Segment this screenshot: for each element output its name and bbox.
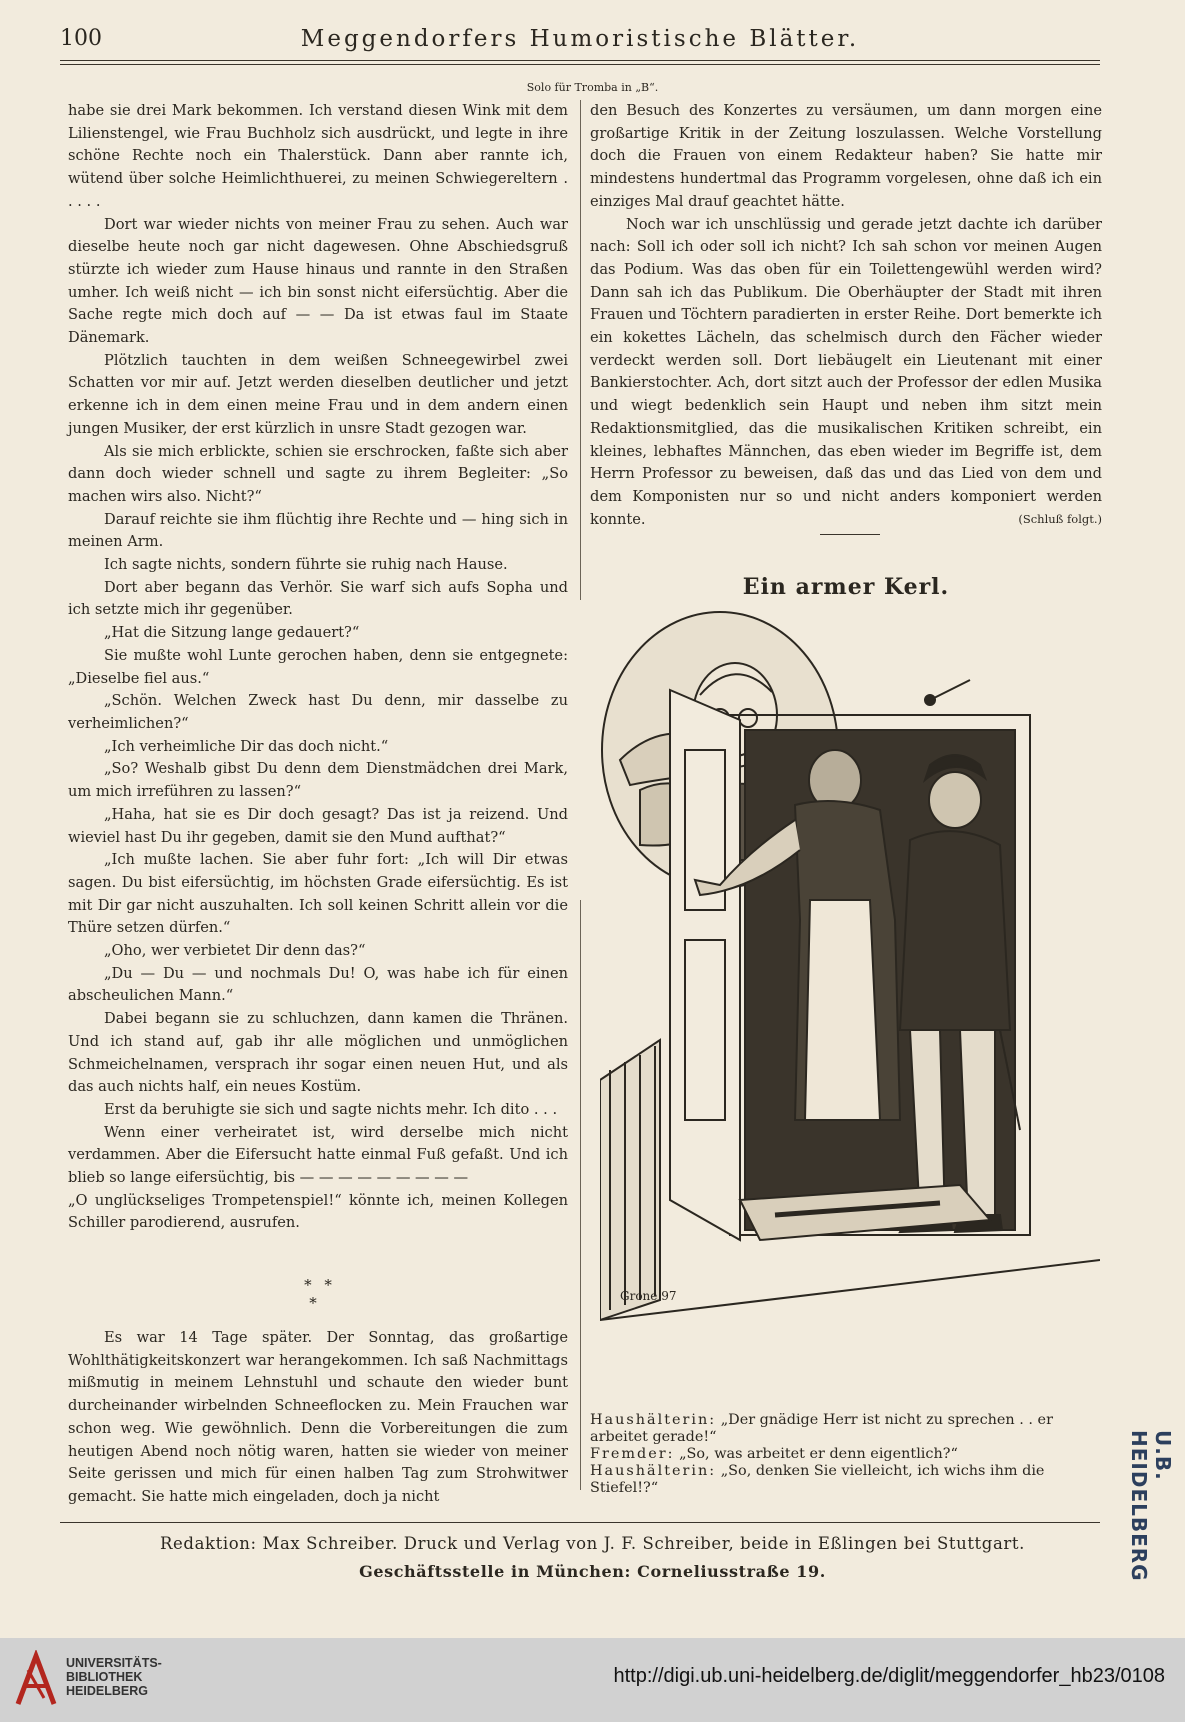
paragraph: „Haha, hat sie es Dir doch gesagt? Das ist ja reizend. Und wieviel hast Du ihr gegeben, damit sie den Mund aufthat?“: [68, 805, 568, 846]
caption-speaker: Fremder:: [590, 1446, 675, 1462]
column-divider: [580, 100, 581, 600]
library-stamp: U.B. HEIDELBERG: [1127, 1430, 1175, 1582]
paragraph: „Schön. Welchen Zweck hast Du denn, mir dasselbe zu verheimlichen?“: [68, 692, 568, 732]
caption-speaker: Haushälterin:: [590, 1463, 717, 1479]
column-divider-lower: [580, 900, 581, 1490]
cartoon-title: Ein armer Kerl.: [742, 574, 950, 600]
paragraph: „Hat die Sitzung lange gedauert?“: [104, 624, 360, 642]
header-rule-double: [60, 64, 1100, 65]
journal-title: Meggendorfers Humoristische Blätter.: [300, 26, 860, 52]
university-logo-icon[interactable]: [14, 1650, 58, 1710]
artist-signature: Grone 97: [620, 1289, 677, 1303]
text-column-left: [68, 100, 568, 1235]
stranger-coat: [900, 831, 1010, 1030]
paragraph: „O unglückseliges Trompetenspiel!“ könnte ich, meinen Kollegen Schiller parodierend, ausrufen.: [68, 1191, 568, 1232]
story-title: Solo für Tromba in „B“.: [526, 81, 659, 94]
paragraph: „Ich verheimliche Dir das doch nicht.“: [104, 737, 389, 755]
text-column-right: [590, 100, 1102, 531]
page-header: [60, 26, 1100, 56]
paragraph: Plötzlich tauchten in dem weißen Schneegewirbel zwei Schatten vor mir auf. Jetzt werden dieselben deutlicher und jetzt erkenne ich in dem einen meine Frau und in dem andern einen jungen Musiker, der erst kürzlich in unsre Stadt gezogen war.: [68, 351, 568, 437]
section-break-stars: * *: [304, 1276, 336, 1294]
paragraph: Erst da beruhigte sie sich und sagte nichts mehr. Ich dito . . .: [104, 1100, 558, 1118]
paragraph: „Du — Du — und nochmals Du! O, was habe ich für einen abscheulichen Mann.“: [68, 964, 568, 1005]
university-logo-text: [66, 1656, 162, 1698]
permalink-url[interactable]: http://digi.ub.uni-heidelberg.de/diglit/meggendorfer_hb23/0108: [613, 1665, 1165, 1687]
end-rule: [820, 534, 880, 535]
logo-line-1: UNIVERSITÄTS-: [66, 1656, 162, 1670]
footer-rule: [60, 1522, 1100, 1523]
stranger-head: [929, 772, 981, 828]
page-number: 100: [60, 26, 102, 51]
paragraph: Darauf reichte sie ihm flüchtig ihre Rechte und — hing sich in meinen Arm.: [68, 510, 568, 551]
caption-line: [590, 1412, 1102, 1446]
paragraph: Dabei begann sie zu schluchzen, dann kamen die Thränen. Und ich stand auf, gab ihr alle möglichen und unmöglichen Schmeichelnamen, versprach ihr sogar einen neuen Hut, und als das auch nichts half, ein neues Kostüm.: [68, 1010, 568, 1096]
continued-note: (Schluß folgt.): [1018, 512, 1102, 526]
paragraph: Ich sagte nichts, sondern führte sie ruhig nach Hause.: [104, 556, 508, 574]
caption-line: [590, 1446, 1102, 1463]
paragraph: habe sie drei Mark bekommen. Ich verstand diesen Wink mit dem Lilienstengel, wie Frau Buchholz sich ausdrückt, und legte in ihre schöne Rechte noch ein Thalerstück. Dann aber rannte ich, wütend über solche Heimlichthuerei, zu meinen Schwiegereltern . . . . .: [68, 102, 568, 210]
caption-text: „So, denken Sie vielleicht, ich wichs ihm die Stiefel!?“: [590, 1463, 1045, 1496]
section-break-star: *: [309, 1294, 321, 1312]
paragraph: „So? Weshalb gibst Du denn dem Dienstmädchen drei Mark, um mich irreführen zu lassen?“: [68, 760, 568, 801]
paragraph: Es war 14 Tage später. Der Sonntag, das großartige Wohlthätigkeitskonzert war herangekommen. Ich saß Nachmittags mißmutig in meinem Lehnstuhl und schaute den wieder bunt durcheinander wirbelnden Schneeflocken zu. Mein Frauchen war schon weg. Wie gewöhnlich. Denn die Vorbereitungen die zum heutigen Abend noch nötig waren, hatten sie wieder von meiner Seite gerissen und mich für einen halben Tag zum Strohwitwer gemacht. Sie hatte mich eingeladen, doch ja nicht: [68, 1329, 568, 1505]
paragraph: „Oho, wer verbietet Dir denn das?“: [104, 942, 366, 960]
paragraph: Sie mußte wohl Lunte gerochen haben, denn sie entgegnete: „Dieselbe fiel aus.“: [68, 646, 568, 687]
header-rule: [60, 60, 1100, 61]
caption-text: „Der gnädige Herr ist nicht zu sprechen . . er arbeitet gerade!“: [590, 1412, 1053, 1445]
caption-text: „So, was arbeitet er denn eigentlich?“: [679, 1446, 958, 1462]
caption-line: [590, 1463, 1102, 1497]
paragraph: Dort war wieder nichts von meiner Frau zu sehen. Auch war dieselbe heute noch gar nicht dagewesen. Ohne Abschiedsgruß stürzte ich wieder zum Hause hinaus und rannte in den Straßen umher. Ich weiß nicht — ich bin sonst nicht eifersüchtig. Aber die Sache regte mich doch auf — — Da ist etwas faul im Staate Dänemark.: [68, 215, 568, 347]
paragraph: Dort aber begann das Verhör. Sie warf sich aufs Sopha und ich setzte mich ihr gegenüber.: [68, 578, 568, 619]
paragraph: Noch war ich unschlüssig und gerade jetzt dachte ich darüber nach: Soll ich oder soll ich nicht? Ich sah schon vor meinen Augen das Podium. Was das oben für ein Toilettengewühl werden wird? Dann sah ich das Publikum. Die Oberhäupter der Stadt mit ihren Frauen und Töchtern paradierten in erster Reihe. Dort bemerkte ich ein kokettes Lächeln, das schelmisch durch den Fächer wieder verdeckt werden soll. Dort liebäugelt ein Lieutenant mit einer Bankierstochter. Ach, dort sitzt auch der Professor der edlen Musika und wiegt bedenklich sein Haupt und neben ihm sitzt mein Redaktionsmitglied, das die musikalischen Kritiken schreibt, ein kleines, lebhaftes Männchen, das eben wieder im Begriffe ist, dem Herrn Professor zu beweisen, daß das und das Lied von dem und dem Komponisten nur so und nicht anders komponiert werden konnte.: [590, 215, 1102, 528]
imprint-line: Redaktion: Max Schreiber. Druck und Verlag von J. F. Schreiber, beide in Eßlingen bei Stuttgart.: [160, 1534, 1025, 1553]
caption-speaker: Haushälterin:: [590, 1412, 717, 1428]
paragraph: Als sie mich erblickte, schien sie erschrocken, faßte sich aber dann doch wieder schnell und sagte zu ihrem Begleiter: „So machen wirs also. Nicht?“: [68, 442, 568, 505]
logo-line-2: BIBLIOTHEK: [66, 1670, 143, 1684]
viewer-footer-bar: [0, 1638, 1185, 1722]
logo-line-3: HEIDELBERG: [66, 1684, 148, 1698]
cartoon-illustration: [600, 600, 1100, 1410]
paragraph: den Besuch des Konzertes zu versäumen, um dann morgen eine großartige Kritik in der Zeitung loszulassen. Welche Vorstellung doch die Frauen von einem Redakteur haben? Sie hatte mir mindestens hundertmal das Programm vorgelesen, ohne daß ich ein einziges Mal drauf geachtet hätte.: [590, 102, 1102, 210]
office-line: Geschäftsstelle in München: Corneliusstraße 19.: [359, 1562, 826, 1581]
open-door: [670, 690, 740, 1240]
paragraph: Wenn einer verheiratet ist, wird derselbe mich nicht verdammen. Aber die Eifersucht hatte einmal Fuß gefaßt. Und ich blieb so lange eifersüchtig, bis — — — — — — — — —: [68, 1123, 568, 1187]
text-column-left-bottom: [68, 1327, 568, 1509]
housekeeper-apron: [805, 900, 880, 1120]
cartoon-caption: [590, 1412, 1102, 1497]
paragraph: „Ich mußte lachen. Sie aber fuhr fort: „Ich will Dir etwas sagen. Du bist eifersüchtig, im höchsten Grade eifersüchtig. Es ist mit Dir gar nicht auszuhalten. Ich soll keinen Schritt allein vor die Thüre setzen dürfen.“: [68, 851, 568, 937]
